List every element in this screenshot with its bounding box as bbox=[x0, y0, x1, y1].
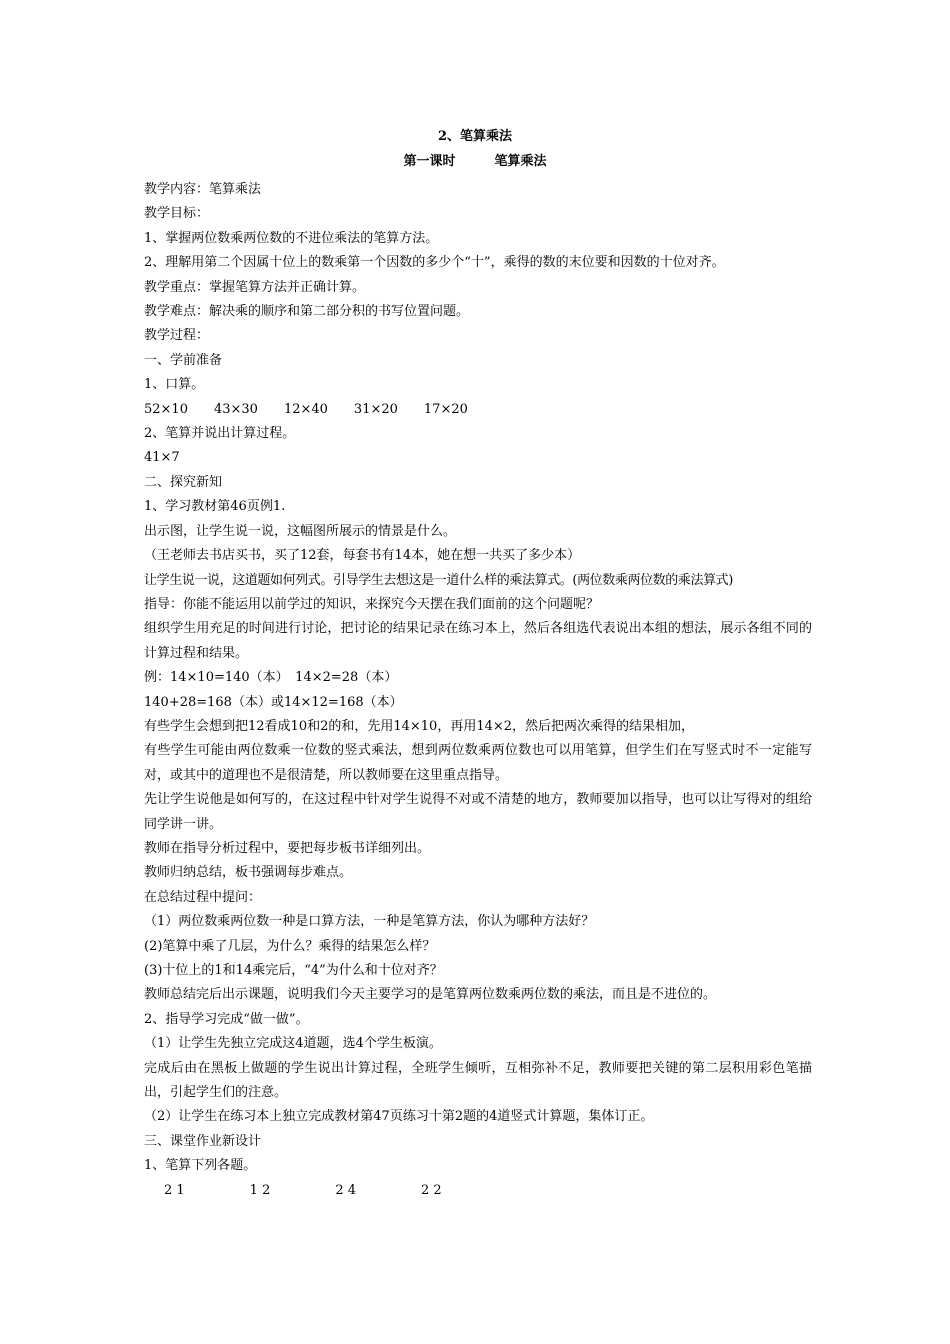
paragraph: 教学内容：笔算乘法 bbox=[144, 182, 262, 197]
paragraph: 教师归纳总结，板书强调每步难点。 bbox=[144, 865, 353, 881]
math-expressions: 140+28=168（本）或14×12=168（本） bbox=[144, 694, 403, 710]
question-item: (2)笔算中乘了几层，为什么？乘得的结果怎么样？ bbox=[144, 938, 436, 954]
paragraph: 有些学生可能由两位数乘一位数的竖式乘法，想到两位数乘两位数也可以用笔算，但学生们在写竖式时不一定能写对，或其中的道理也不是很清楚，所以教师要在这里重点指导。 bbox=[144, 743, 812, 783]
vertical-multiplication-numbers: 2 1 1 2 2 4 2 2 bbox=[164, 1182, 442, 1198]
paragraph: 教学目标： bbox=[144, 206, 210, 222]
section-heading: 一、学前准备 bbox=[144, 352, 223, 368]
paragraph: 先让学生说他是如何写的，在这过程中针对学生说得不对或不清楚的地方，教师要加以指导，也可以让写得对的组给同学讲一讲。 bbox=[144, 792, 812, 832]
document-title: 2、笔算乘法 bbox=[437, 129, 513, 144]
question-item: (3)十位上的1和14乘完后，“4”为什么和十位对齐？ bbox=[144, 963, 443, 978]
math-expressions: 例：14×10=140（本） 14×2=28（本） bbox=[144, 670, 398, 686]
paragraph: 教学重点：掌握笔算方法并正确计算。 bbox=[144, 279, 366, 295]
paragraph: 1、笔算下列各题。 bbox=[144, 1158, 257, 1174]
paragraph: 组织学生用充足的时间进行讨论，把讨论的结果记录在练习本上，然后各组选代表说出本组的想法，展示各组不同的计算过程和结果。 bbox=[144, 621, 812, 661]
paragraph: 教师在指导分析过程中，要把每步板书详细列出。 bbox=[144, 840, 431, 856]
question-item: （1）两位数乘两位数一种是口算方法，一种是笔算方法，你认为哪种方法好？ bbox=[144, 914, 595, 930]
question-item: （2）让学生在练习本上独立完成教材第47页练习十第2题的4道竖式计算题，集体订正。 bbox=[144, 1109, 654, 1125]
paragraph: 2、笔算并说出计算过程。 bbox=[144, 426, 296, 442]
question-item: （1）让学生先独立完成这4道题，选4个学生板演。 bbox=[144, 1036, 442, 1052]
paragraph: （王老师去书店买书，买了12套，每套书有14本，她在想一共买了多少本） bbox=[144, 548, 581, 564]
math-expressions: 41×7 bbox=[144, 450, 180, 466]
lesson-subtitle: 第一课时 笔算乘法 bbox=[403, 154, 547, 169]
paragraph: 教学难点：解决乘的顺序和第二部分积的书写位置问题。 bbox=[144, 304, 470, 320]
paragraph: 2、指导学习完成“做一做”。 bbox=[144, 1011, 309, 1027]
section-heading: 三、课堂作业新设计 bbox=[144, 1133, 262, 1149]
math-expressions: 52×10 43×30 12×40 31×20 17×20 bbox=[144, 401, 468, 417]
paragraph: 完成后由在黑板上做题的学生说出计算过程，全班学生倾听，互相弥补不足，教师要把关键的第二层积用彩色笔描出，引起学生们的注意。 bbox=[144, 1060, 812, 1101]
paragraph: 1、口算。 bbox=[144, 377, 205, 393]
paragraph: 在总结过程中提问： bbox=[144, 889, 262, 905]
paragraph: 指导：你能不能运用以前学过的知识，来探究今天摆在我们面前的这个问题呢？ bbox=[144, 596, 600, 612]
paragraph: 教学过程： bbox=[144, 328, 210, 344]
paragraph: 1、学习教材第46页例1. bbox=[144, 499, 286, 515]
document-body bbox=[144, 178, 812, 1203]
paragraph: 有些学生会想到把12看成10和2的和，先用14×10，再用14×2，然后把两次乘得的结果相加， bbox=[144, 718, 695, 734]
section-heading: 二、探究新知 bbox=[144, 474, 223, 490]
paragraph: 出示图，让学生说一说，这幅图所展示的情景是什么。 bbox=[144, 523, 457, 539]
paragraph: 1、掌握两位数乘两位数的不进位乘法的笔算方法。 bbox=[144, 230, 439, 246]
paragraph: 让学生说一说，这道题如何列式。引导学生去想这是一道什么样的乘法算式。(两位数乘两位数的乘法算式) bbox=[144, 572, 733, 588]
paragraph: 教师总结完后出示课题，说明我们今天主要学习的是笔算两位数乘两位数的乘法，而且是不进位的。 bbox=[144, 987, 717, 1003]
paragraph: 2、理解用第二个因属十位上的数乘第一个因数的多少个“十”，乘得的数的末位要和因数的十位对齐。 bbox=[144, 255, 725, 271]
